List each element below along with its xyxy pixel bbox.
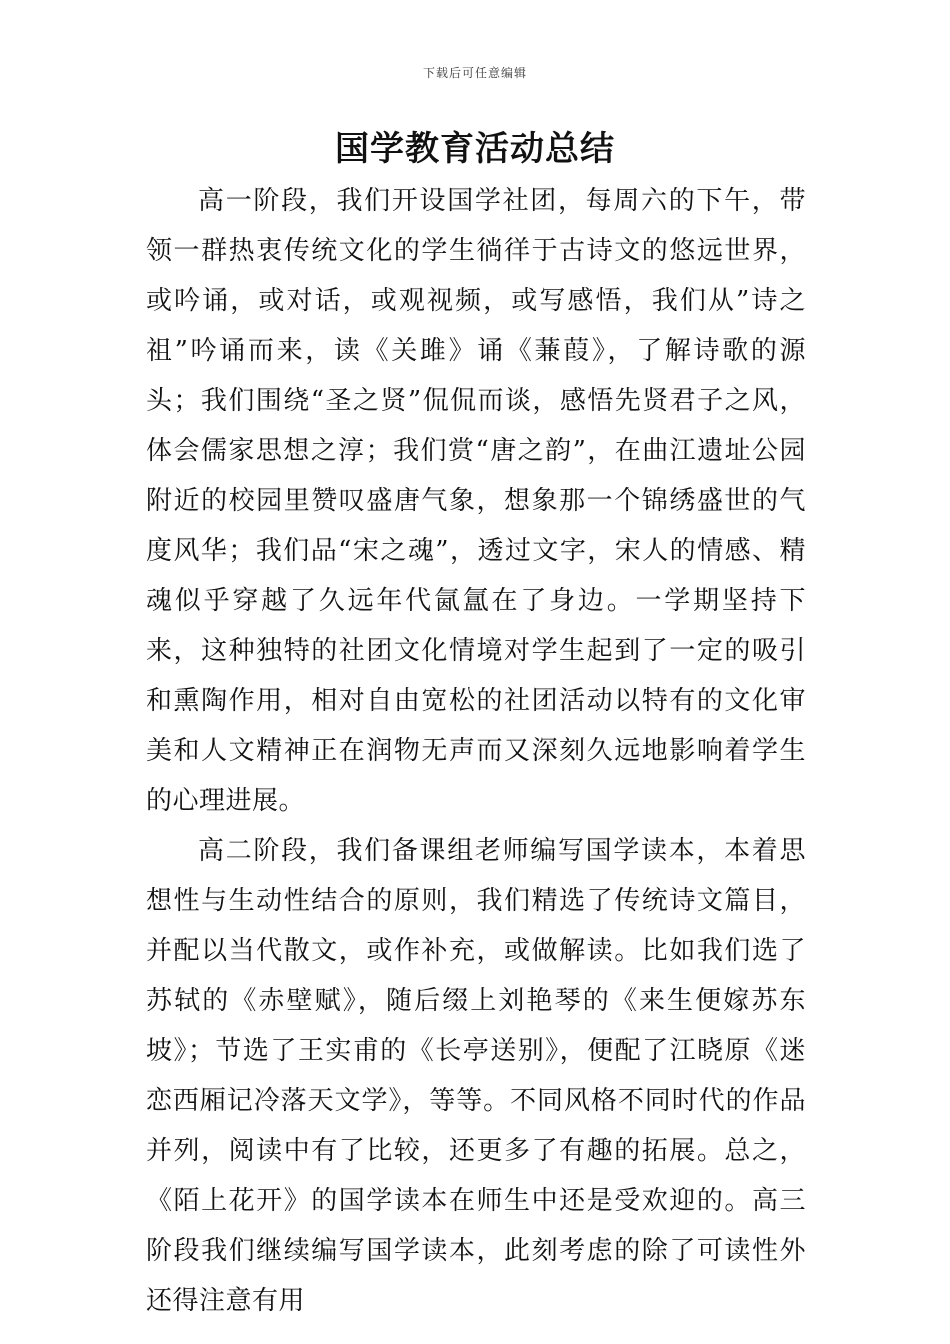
paragraph-1: 高一阶段，我们开设国学社团，每周六的下午，带领一群热衷传统文化的学生徜徉于古诗文的悠远世界，或吟诵，或对话，或观视频，或写感悟，我们从”诗之祖”吟诵而来，读《关雎》诵《蒹葭》，了解诗歌的源头；我们围绕“圣之贤”侃侃而谈，感悟先贤君子之风，体会儒家思想之淳；我们赏“唐之韵”，在曲江遗址公园附近的校园里赞叹盛唐气象，想象那一个锦绣盛世的气度风华；我们品“宋之魂”，透过文字，宋人的情感、精魂似乎穿越了久远年代氤氲在了身边。一学期坚持下来，这种独特的社团文化情境对学生起到了一定的吸引和熏陶作用，相对自由宽松的社团活动以特有的文化审美和人文精神正在润物无声而又深刻久远地影响着学生的心理进展。 [146,186,806,816]
document-body [146,176,806,1326]
document-title: 国学教育活动总结 [335,129,615,169]
header-note: 下载后可任意编辑 [422,66,527,80]
paragraph-2: 高二阶段，我们备课组老师编写国学读本，本着思想性与生动性结合的原则，我们精选了传统诗文篇目，并配以当代散文，或作补充，或做解读。比如我们选了苏轼的《赤壁赋》，随后缀上刘艳琴的《来生便嫁苏东坡》；节选了王实甫的《长亭送别》，便配了江晓原《迷恋西厢记冷落天文学》，等等。不同风格不同时代的作品并列，阅读中有了比较，还更多了有趣的拓展。总之，《陌上花开》的国学读本在师生中还是受欢迎的。高三阶段我们继续编写国学读本，此刻考虑的除了可读性外还得注意有用 [146,836,806,1316]
